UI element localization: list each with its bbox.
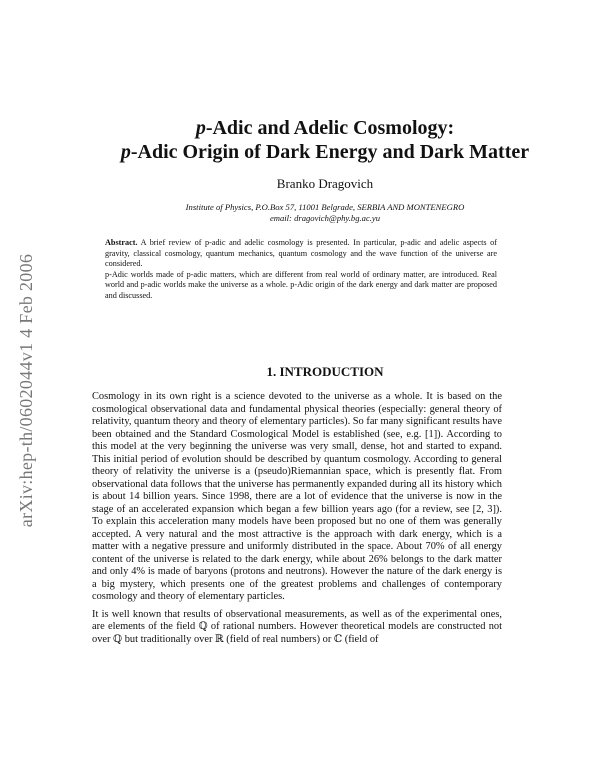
paper-title (60, 116, 590, 164)
body-text (92, 391, 502, 651)
affiliation (60, 202, 590, 224)
abstract-paragraph-1: Abstract. A brief review of p-adic and adelic cosmology is presented. In particular, p-adic and adelic aspects of gravity, classical cosmology, quantum mechanics, quantum cosmology and the wave function of the universe are considered. (105, 238, 497, 269)
abstract-label: Abstract. (105, 238, 138, 247)
abstract (105, 238, 497, 302)
body-paragraph-2: It is well known that results of observational measurements, as well as of the experimental ones, are elements of the field ℚ of rational numbers. However theoretical models are constructed not over ℚ but traditionally over ℝ (field of real numbers) or ℂ (field of (92, 608, 502, 645)
arxiv-sidebar (10, 210, 44, 570)
title-line-1: p-Adic and Adelic Cosmology: (195, 117, 455, 139)
title-line-2: p-Adic Origin of Dark Energy and Dark Matter (120, 141, 530, 163)
arxiv-identifier: arXiv:hep-th/0602044v1 4 Feb 2006 (16, 253, 37, 527)
abstract-paragraph-2: p-Adic worlds made of p-adic matters, which are different from real world of ordinary matter, are introduced. Real world and p-adic worlds make the universe as a whole. p-Adic origin of the dark energy and dark matter are proposed and discussed. (105, 269, 497, 300)
email: email: dragovich@phy.bg.ac.yu (269, 213, 381, 223)
institute: Institute of Physics, P.O.Box 57, 11001 Belgrade, SERBIA AND MONTENEGRO (185, 202, 465, 212)
section-heading: 1. INTRODUCTION (266, 364, 384, 379)
body-paragraph-1: Cosmology in its own right is a science devoted to the universe as a whole. It is based on the cosmological observational data and fundamental physical theories (especially: general theory of relativity, quantum theory and theory of elementary particles). So far many significant results have been obtained and the Standard Cosmological Model is established (see, e.g. [1]). According to this model at the very beginning the universe was very small, dense, hot and started to expand. This initial period of evolution should be described by quantum cosmology. According to general theory of relativity the universe is a (pseudo)Riemannian space, which is presently flat. From observational data follows that the universe has permanently expanded during all its history which is about 14 billion years. Since 1998, there are a lot of evidence that the universe is now in the stage of an accelerated expansion which began a few billion years ago (for a review, see [2, 3]). To explain this acceleration many models have been proposed but no one of them was generally accepted. A very natural and the most attractive is the approach with dark energy, which is a matter with a negative pressure and uniformly distributed in the space. About 70% of all energy content of the universe is related to the dark energy, while about 26% belongs to the dark matter and only 4% is made of baryons (protons and neutrons). However the nature of the dark energy is a big mystery, which presents one of the greatest problems and challenges of contemporary cosmology and theory of elementary particles. (92, 391, 502, 602)
author-name: Branko Dragovich (276, 176, 374, 191)
